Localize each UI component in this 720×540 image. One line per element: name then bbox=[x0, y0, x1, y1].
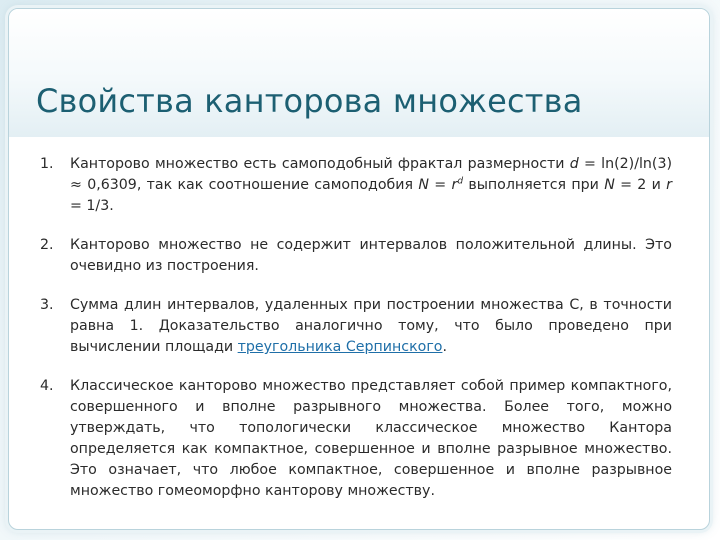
sierpinski-triangle-link[interactable]: треугольника Серпинского bbox=[237, 339, 443, 355]
var-d: d bbox=[569, 156, 579, 172]
list-number: 4. bbox=[40, 378, 54, 394]
var-r: r bbox=[451, 177, 458, 193]
list-number: 1. bbox=[40, 156, 54, 172]
item-text: . bbox=[442, 339, 447, 355]
property-list bbox=[40, 154, 672, 520]
item-text: Канторово множество есть самоподобный фрактал размерности bbox=[70, 156, 570, 172]
list-number: 2. bbox=[40, 237, 54, 253]
list-item-3 bbox=[40, 295, 672, 358]
exponent-d: d bbox=[457, 176, 464, 187]
item-text: Классическое канторово множество представляет собой пример компактного, совершенного и вполне разрывного множества. Более того, можно утверждать, что топологически классическое множество Кантора определяется как компактное, совершенное и вполне разрывное множество. Это означает, что любое компактное, совершенное и вполне разрывное множество гомеоморфно канторову множеству. bbox=[70, 378, 672, 499]
list-item-4 bbox=[40, 376, 672, 502]
var-N: N bbox=[418, 177, 429, 193]
item-text: Канторово множество не содержит интервалов положительной длины. Это очевидно из построения. bbox=[70, 237, 672, 274]
list-item-1 bbox=[40, 154, 672, 217]
item-text: выполняется при bbox=[463, 177, 605, 193]
slide-title: Свойства канторова множества bbox=[36, 82, 583, 120]
item-text: = bbox=[428, 177, 452, 193]
var-N: N bbox=[604, 177, 615, 193]
item-text: = 1/3. bbox=[70, 198, 114, 214]
list-item-2 bbox=[40, 235, 672, 277]
item-text: = ln(2)/ln(3) ≈ 0,6309, так как соотношение самоподобия bbox=[70, 156, 673, 193]
item-text: = 2 и bbox=[614, 177, 667, 193]
list-number: 3. bbox=[40, 297, 54, 313]
item-text: Сумма длин интервалов, удаленных при построении множества C, в точности равна 1. Доказательство аналогично тому, что было проведено при вычислении площади bbox=[70, 297, 672, 355]
var-r: r bbox=[666, 177, 672, 193]
